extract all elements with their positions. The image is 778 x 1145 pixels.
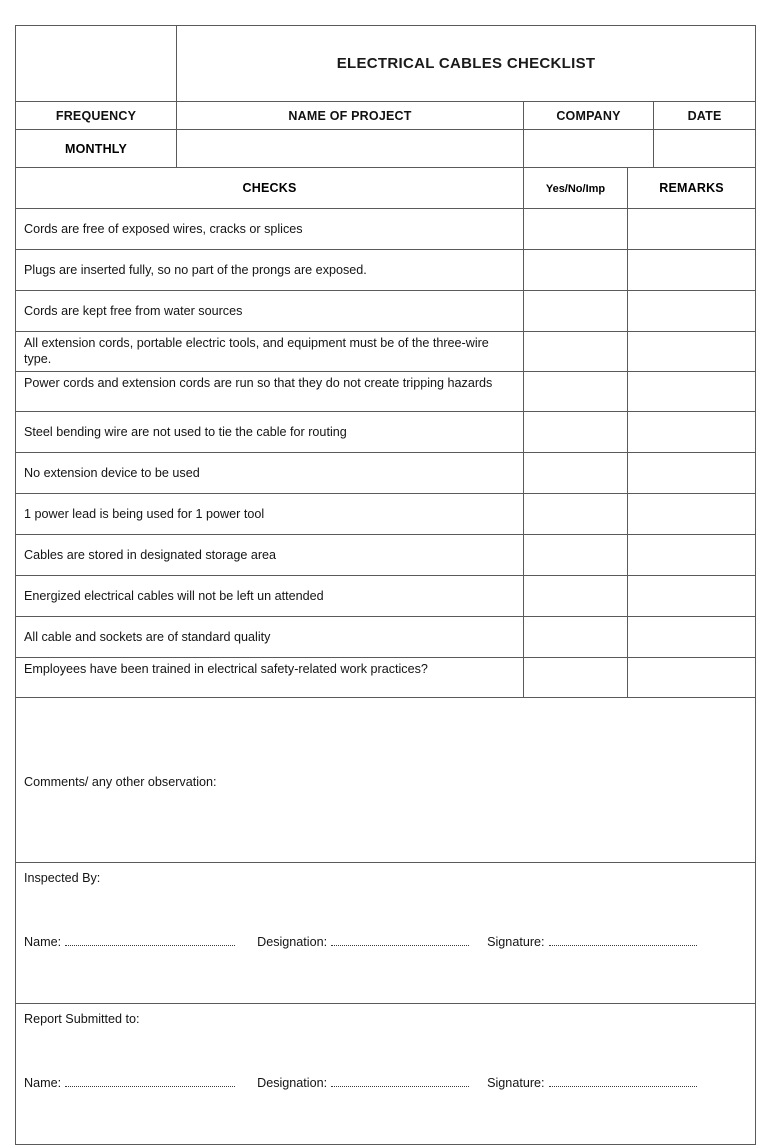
checks-header-row [16, 168, 756, 209]
check-status-cell[interactable] [524, 658, 628, 698]
table-row [16, 576, 756, 617]
report-submitted-to-designation-field[interactable] [257, 1076, 469, 1090]
check-remarks-cell[interactable] [628, 535, 756, 576]
check-status-cell[interactable] [524, 372, 628, 412]
inspected-by-name-dotted-line [65, 935, 235, 946]
checklist-table [15, 25, 756, 1145]
check-description: No extension device to be used [24, 466, 200, 480]
table-row [16, 535, 756, 576]
meta-header-date-label: DATE [687, 108, 722, 123]
check-description: Cords are kept free from water sources [24, 304, 243, 318]
check-remarks-cell[interactable] [628, 372, 756, 412]
check-description-cell [16, 332, 524, 372]
check-description: Power cords and extension cords are run so that they do not create tripping hazards [24, 376, 493, 390]
check-remarks-cell[interactable] [628, 209, 756, 250]
meta-header-company [524, 102, 654, 130]
table-row [16, 209, 756, 250]
company-value-cell[interactable] [524, 130, 654, 168]
checks-column-header [16, 168, 524, 209]
check-description-cell [16, 494, 524, 535]
inspected-by-signature-field[interactable] [487, 935, 696, 949]
table-row [16, 332, 756, 372]
frequency-value: MONTHLY [64, 141, 128, 156]
table-row [16, 412, 756, 453]
table-row [16, 250, 756, 291]
logo-cell [16, 26, 177, 102]
check-status-cell[interactable] [524, 412, 628, 453]
check-status-cell[interactable] [524, 209, 628, 250]
inspected-by-signature-line [24, 935, 747, 949]
check-description-cell [16, 372, 524, 412]
check-description: Steel bending wire are not used to tie the cable for routing [24, 425, 347, 439]
check-description: Energized electrical cables will not be left un attended [24, 589, 324, 603]
check-description: Cords are free of exposed wires, cracks or splices [24, 222, 303, 236]
remarks-column-header [628, 168, 756, 209]
inspected-by-name-field[interactable] [24, 935, 235, 949]
comments-row [16, 698, 756, 863]
report-submitted-to-row [16, 1004, 756, 1145]
meta-header-project [177, 102, 524, 130]
check-description-cell [16, 576, 524, 617]
title-row [16, 26, 756, 102]
check-description-cell [16, 535, 524, 576]
inspected-by-designation-field[interactable] [257, 935, 469, 949]
check-status-cell[interactable] [524, 617, 628, 658]
table-row [16, 617, 756, 658]
report-submitted-to-name-field[interactable] [24, 1076, 235, 1090]
check-status-cell[interactable] [524, 291, 628, 332]
check-remarks-cell[interactable] [628, 658, 756, 698]
check-remarks-cell[interactable] [628, 617, 756, 658]
check-status-cell[interactable] [524, 453, 628, 494]
meta-header-company-label: COMPANY [556, 108, 621, 123]
check-remarks-cell[interactable] [628, 412, 756, 453]
comments-cell[interactable] [16, 698, 756, 863]
inspected-by-heading: Inspected By: [24, 871, 101, 885]
check-status-cell[interactable] [524, 576, 628, 617]
checks-column-header-label: CHECKS [242, 181, 297, 195]
check-description-cell [16, 412, 524, 453]
check-remarks-cell[interactable] [628, 494, 756, 535]
table-row [16, 453, 756, 494]
report-submitted-to-heading: Report Submitted to: [24, 1012, 140, 1026]
status-column-header [524, 168, 628, 209]
check-status-cell[interactable] [524, 332, 628, 372]
check-remarks-cell[interactable] [628, 576, 756, 617]
inspected-by-signature-label: Signature: [487, 935, 545, 949]
check-description: All cable and sockets are of standard quality [24, 630, 271, 644]
check-description: Cables are stored in designated storage area [24, 548, 277, 562]
check-description-cell [16, 291, 524, 332]
meta-header-project-label: NAME OF PROJECT [288, 108, 412, 123]
table-row [16, 494, 756, 535]
meta-values-row [16, 130, 756, 168]
checks-rows-body [16, 209, 756, 698]
project-value-cell[interactable] [177, 130, 524, 168]
report-submitted-to-name-label: Name: [24, 1076, 62, 1090]
report-submitted-to-signature-dotted-line [549, 1076, 697, 1087]
document-title-cell [177, 26, 756, 102]
check-remarks-cell[interactable] [628, 250, 756, 291]
page-title: ELECTRICAL CABLES CHECKLIST [336, 54, 596, 72]
check-description: 1 power lead is being used for 1 power tool [24, 507, 265, 521]
checklist-form [15, 25, 755, 1145]
meta-header-frequency [16, 102, 177, 130]
check-description-cell [16, 617, 524, 658]
report-submitted-to-cell [16, 1004, 756, 1145]
table-row [16, 658, 756, 698]
meta-header-frequency-label: FREQUENCY [55, 108, 137, 123]
report-submitted-to-signature-line [24, 1076, 747, 1090]
inspected-by-designation-label: Designation: [257, 935, 328, 949]
report-submitted-to-designation-dotted-line [331, 1076, 469, 1087]
table-row [16, 372, 756, 412]
meta-header-date [654, 102, 756, 130]
check-description-cell [16, 250, 524, 291]
check-remarks-cell[interactable] [628, 332, 756, 372]
check-remarks-cell[interactable] [628, 291, 756, 332]
check-remarks-cell[interactable] [628, 453, 756, 494]
report-submitted-to-signature-field[interactable] [487, 1076, 696, 1090]
check-description: All extension cords, portable electric tools, and equipment must be of the three-wire type. [24, 336, 489, 366]
check-status-cell[interactable] [524, 250, 628, 291]
status-column-header-label: Yes/No/Imp [545, 183, 606, 195]
table-row [16, 291, 756, 332]
check-description: Plugs are inserted fully, so no part of the prongs are exposed. [24, 263, 367, 277]
inspected-by-row [16, 863, 756, 1004]
report-submitted-to-designation-label: Designation: [257, 1076, 328, 1090]
inspected-by-cell [16, 863, 756, 1004]
comments-label: Comments/ any other observation: [24, 775, 217, 789]
check-description-cell [16, 453, 524, 494]
date-value-cell[interactable] [654, 130, 756, 168]
check-description-cell [16, 209, 524, 250]
report-submitted-to-name-dotted-line [65, 1076, 235, 1087]
check-status-cell[interactable] [524, 494, 628, 535]
inspected-by-designation-dotted-line [331, 935, 469, 946]
report-submitted-to-signature-label: Signature: [487, 1076, 545, 1090]
remarks-column-header-label: REMARKS [659, 181, 724, 195]
meta-header-row [16, 102, 756, 130]
inspected-by-name-label: Name: [24, 935, 62, 949]
frequency-value-cell[interactable] [16, 130, 177, 168]
check-description-cell [16, 658, 524, 698]
check-status-cell[interactable] [524, 535, 628, 576]
check-description: Employees have been trained in electrical safety-related work practices? [24, 662, 428, 676]
inspected-by-signature-dotted-line [549, 935, 697, 946]
